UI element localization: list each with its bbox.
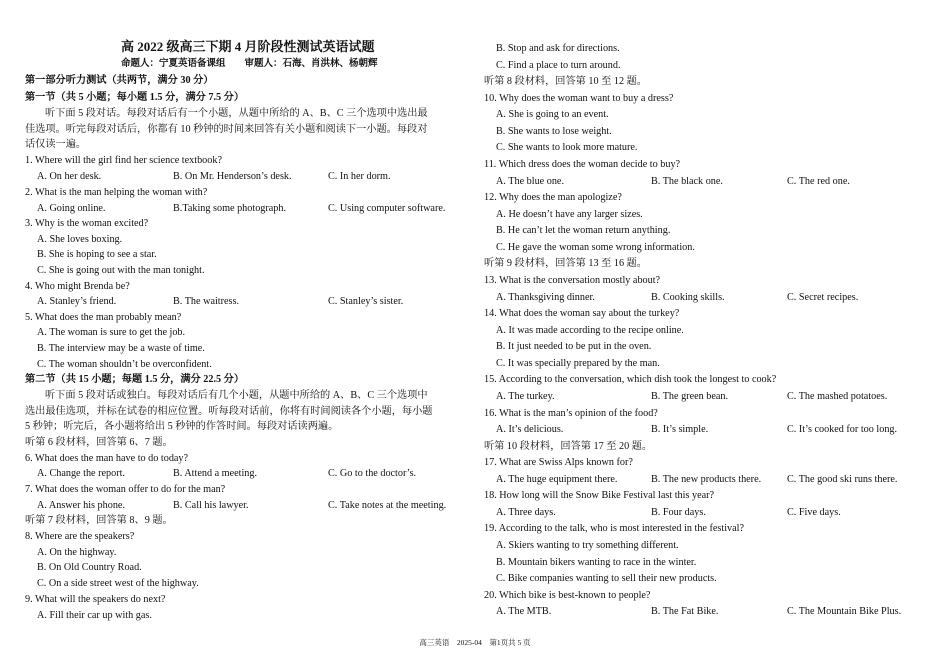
option-c[interactable]: C. Find a place to turn around.: [496, 60, 621, 71]
option-c[interactable]: C. Stanley’s sister.: [328, 296, 404, 307]
option-b[interactable]: B. She is hoping to see a star.: [37, 249, 157, 260]
instruction-line: 选出最佳选项，并标在试卷的相应位置。听每段对话前，你将有时间阅读各个小题，每小题: [25, 406, 433, 417]
option-a[interactable]: A. Stanley’s friend.: [37, 296, 117, 307]
question-17: 17. What are Swiss Alps known for?: [484, 457, 633, 468]
material-note: 听第 10 段材料，回答第 17 至 20 题。: [484, 441, 653, 452]
option-b[interactable]: B. She wants to lose weight.: [496, 126, 612, 137]
section1-heading: 第一节（共 5 小题；每小题 1.5 分，满分 7.5 分）: [25, 92, 245, 103]
question-8: 8. Where are the speakers?: [25, 531, 135, 542]
instruction-line: 听下面 5 段对话或独白。每段对话后有几个小题，从题中所给的 A、B、C 三个选项中: [45, 390, 428, 401]
option-a[interactable]: A. The woman is sure to get the job.: [37, 327, 186, 338]
option-b[interactable]: B. On Mr. Henderson’s desk.: [173, 171, 292, 182]
question-14: 14. What does the woman say about the turkey?: [484, 308, 680, 319]
option-a[interactable]: A. The huge equipment there.: [496, 474, 618, 485]
question-13: 13. What is the conversation mostly about?: [484, 275, 661, 286]
option-b[interactable]: B. The Fat Bike.: [651, 606, 719, 617]
material-note: 听第 6 段材料，回答第 6、7 题。: [25, 437, 173, 448]
option-c[interactable]: C. In her dorm.: [328, 171, 391, 182]
option-b[interactable]: B. The waitress.: [173, 296, 240, 307]
question-2: 2. What is the man helping the woman with?: [25, 187, 208, 198]
option-c[interactable]: C. The Mountain Bike Plus.: [787, 606, 902, 617]
option-b[interactable]: B. On Old Country Road.: [37, 562, 142, 573]
option-a[interactable]: A. The MTB.: [496, 606, 552, 617]
option-a[interactable]: A. He doesn’t have any larger sizes.: [496, 209, 643, 220]
question-7: 7. What does the woman offer to do for the man?: [25, 484, 226, 495]
question-4: 4. Who might Brenda be?: [25, 281, 130, 292]
options-row: [496, 505, 926, 520]
question-10: 10. Why does the woman want to buy a dress?: [484, 93, 674, 104]
option-b[interactable]: B.Taking some photograph.: [173, 203, 287, 214]
option-a[interactable]: A. On the highway.: [37, 547, 117, 558]
option-a[interactable]: A. Change the report.: [37, 468, 125, 479]
option-b[interactable]: B. Four days.: [651, 507, 706, 518]
option-b[interactable]: B. Cooking skills.: [651, 292, 725, 303]
option-c[interactable]: C. The good ski runs there.: [787, 474, 898, 485]
question-3: 3. Why is the woman excited?: [25, 218, 149, 229]
option-a[interactable]: A. It was made according to the recipe online.: [496, 325, 684, 336]
question-12: 12. Why does the man apologize?: [484, 192, 622, 203]
option-b[interactable]: B. The interview may be a waste of time.: [37, 343, 205, 354]
instruction-line: 5 秒钟；听完后，各小题将给出 5 秒钟的作答时间。每段对话读两遍。: [25, 421, 339, 432]
option-c[interactable]: C. Bike companies wanting to sell their new products.: [496, 573, 717, 584]
option-c[interactable]: C. Using computer software.: [328, 203, 446, 214]
instruction-line: 佳选项。听完每段对话后，你都有 10 秒钟的时间来回答有关小题和阅读下一小题。每段对: [25, 124, 428, 135]
option-a[interactable]: A. She loves boxing.: [37, 234, 123, 245]
option-c[interactable]: C. She is going out with the man tonight.: [37, 265, 205, 276]
question-19: 19. According to the talk, who is most interested in the festival?: [484, 523, 745, 534]
options-row: [37, 169, 467, 184]
instruction-line: 听下面 5 段对话。每段对话后有一个小题，从题中所给的 A、B、C 三个选项中选出最: [45, 108, 428, 119]
option-c[interactable]: C. It was specially prepared by the man.: [496, 358, 660, 369]
option-a[interactable]: A. The blue one.: [496, 176, 564, 187]
option-b[interactable]: B. Stop and ask for directions.: [496, 43, 620, 54]
page-title: 高 2022 级高三下期 4 月阶段性测试英语试题: [121, 39, 375, 54]
question-5: 5. What does the man probably mean?: [25, 312, 182, 323]
question-15: 15. According to the conversation, which dish took the longest to cook?: [484, 374, 777, 385]
option-b[interactable]: B. He can’t let the woman return anything.: [496, 225, 671, 236]
option-c[interactable]: C. The red one.: [787, 176, 850, 187]
option-a[interactable]: A. Thanksgiving dinner.: [496, 292, 595, 303]
question-18: 18. How long will the Snow Bike Festival last this year?: [484, 490, 715, 501]
option-c[interactable]: C. Secret recipes.: [787, 292, 859, 303]
options-row: [37, 466, 467, 481]
option-a[interactable]: A. Answer his phone.: [37, 500, 126, 511]
question-11: 11. Which dress does the woman decide to buy?: [484, 159, 681, 170]
options-row: [496, 290, 926, 305]
section2-heading: 第二节（共 15 小题；每题 1.5 分，满分 22.5 分）: [25, 374, 245, 385]
question-9: 9. What will the speakers do next?: [25, 594, 166, 605]
options-row: [496, 422, 926, 437]
option-c[interactable]: C. Five days.: [787, 507, 841, 518]
options-row: [496, 389, 926, 404]
option-b[interactable]: B. The black one.: [651, 176, 723, 187]
option-b[interactable]: B. Call his lawyer.: [173, 500, 249, 511]
option-b[interactable]: B. Attend a meeting.: [173, 468, 258, 479]
option-a[interactable]: A. On her desk.: [37, 171, 102, 182]
material-note: 听第 7 段材料，回答第 8、9 题。: [25, 515, 173, 526]
options-row: [37, 498, 467, 513]
options-row: [496, 174, 926, 189]
option-c[interactable]: C. The woman shouldn’t be overconfident.: [37, 359, 212, 370]
option-b[interactable]: B. The green bean.: [651, 391, 729, 402]
option-a[interactable]: A. It’s delicious.: [496, 424, 564, 435]
options-row: [496, 472, 926, 487]
part1-heading: 第一部分听力测试（共两节，满分 30 分）: [25, 75, 214, 86]
option-b[interactable]: B. It just needed to be put in the oven.: [496, 341, 652, 352]
option-b[interactable]: B. It’s simple.: [651, 424, 709, 435]
question-6: 6. What does the man have to do today?: [25, 453, 189, 464]
options-row: [37, 201, 467, 216]
options-row: [37, 294, 467, 309]
option-a[interactable]: A. She is going to an event.: [496, 109, 609, 120]
option-c[interactable]: C. It’s cooked for too long.: [787, 424, 898, 435]
instruction-line: 话仅读一遍。: [25, 139, 87, 150]
option-c[interactable]: C. On a side street west of the highway.: [37, 578, 199, 589]
page-footer: 高三英语 2025-04 第1页共 5 页: [419, 638, 531, 647]
option-c[interactable]: C. He gave the woman some wrong information.: [496, 242, 695, 253]
authors-line: 命题人：宁夏英语备课组 审题人：石海、肖洪林、杨朝辉: [121, 59, 378, 69]
option-c[interactable]: C. She wants to look more mature.: [496, 142, 638, 153]
material-note: 听第 8 段材料，回答第 10 至 12 题。: [484, 76, 647, 87]
option-c[interactable]: C. Go to the doctor’s.: [328, 468, 417, 479]
question-1: 1. Where will the girl find her science textbook?: [25, 155, 222, 166]
options-row: [496, 604, 926, 619]
question-20: 20. Which bike is best-known to people?: [484, 590, 651, 601]
question-16: 16. What is the man’s opinion of the food?: [484, 408, 658, 419]
option-a[interactable]: A. Skiers wanting to try something different.: [496, 540, 679, 551]
option-c[interactable]: C. Take notes at the meeting.: [328, 500, 447, 511]
option-b[interactable]: B. Mountain bikers wanting to race in the winter.: [496, 557, 697, 568]
option-b[interactable]: B. The new products there.: [651, 474, 762, 485]
material-note: 听第 9 段材料，回答第 13 至 16 题。: [484, 258, 647, 269]
option-a[interactable]: A. Three days.: [496, 507, 556, 518]
option-a[interactable]: A. The turkey.: [496, 391, 555, 402]
option-c[interactable]: C. The mashed potatoes.: [787, 391, 888, 402]
option-a[interactable]: A. Fill their car up with gas.: [37, 610, 152, 621]
option-a[interactable]: A. Going online.: [37, 203, 106, 214]
